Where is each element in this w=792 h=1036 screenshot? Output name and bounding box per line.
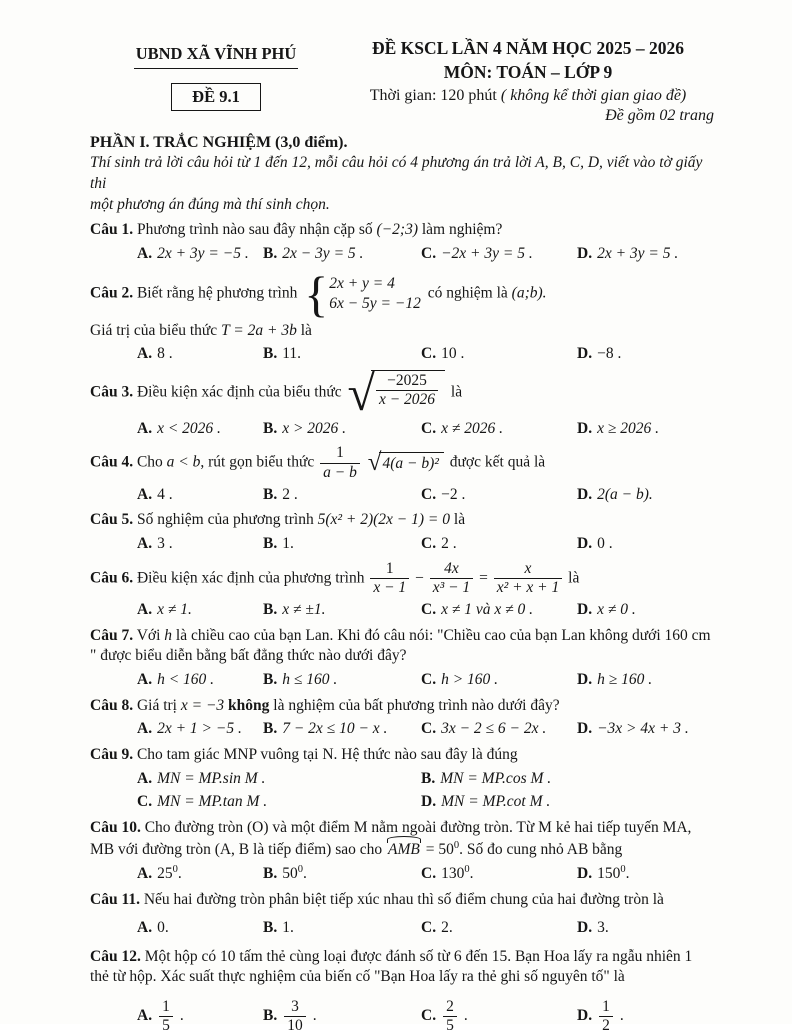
option-a: A. x ≠ 1.	[137, 601, 192, 619]
question-1	[90, 220, 714, 241]
radicand	[371, 370, 445, 410]
question-2	[90, 265, 714, 322]
question-2-pair: (a;b).	[511, 284, 547, 302]
fraction-2: $\frac{4x}{\text{x³ − 1}}$	[430, 561, 474, 597]
system-equations: 2x + y = 4 6x − 5y = −12	[329, 275, 421, 312]
question-10-options	[90, 864, 714, 885]
radicand: 4(a − b)²	[379, 452, 443, 475]
option-a: A. h < 160 .	[137, 671, 215, 689]
question-6: Câu 6. Điều kiện xác định của phương trình $\frac{1}{x - 1}$ − $\frac{4x}{\text{x³ − 1}}$ = $\frac{x}{\text{x² + x + 1}}$ là	[90, 559, 580, 596]
fraction: $\frac{1}{2}$	[599, 999, 613, 1035]
option-b: B. MN = MP.cos M .	[421, 769, 552, 787]
option-b: B. x ≠ ±1.	[263, 601, 326, 619]
question-3-tail: là	[450, 383, 463, 401]
question-4-tail: được kết quả là	[449, 453, 546, 471]
question-5-label: Câu 5.	[90, 511, 134, 529]
question-1-text: Phương trình nào sau đây nhận cặp số	[136, 221, 373, 239]
question-8-expression: x = −3	[180, 696, 225, 714]
sqrt-expression	[347, 364, 446, 421]
fraction: $\frac{2}{5}$	[443, 999, 457, 1035]
question-3-options	[90, 419, 714, 440]
option-d: D. $150^0$.	[577, 863, 630, 882]
question-11-options	[90, 918, 714, 939]
question-9-label: Câu 9.	[90, 745, 134, 763]
pages-note: Đề gồm 02 trang	[605, 107, 714, 124]
option-a: A. 4 .	[137, 485, 173, 503]
exam-time	[342, 87, 714, 105]
question-9: Câu 9. Cho tam giác MNP vuông tại N. Hệ thức nào sau đây là đúng	[90, 745, 518, 763]
question-11: Câu 11. Nếu hai đường tròn phân biệt tiếp xúc nhau thì số điểm chung của hai đường tròn là	[90, 890, 664, 908]
question-2-tail: có nghiệm là	[427, 284, 508, 302]
question-5: Câu 5. Số nghiệm của phương trình 5(x² + 2)(2x − 1) = 0 là	[90, 511, 466, 529]
question-4-condition: a < b	[166, 453, 201, 471]
fraction: $\frac{-2025}{x - 2026}$	[376, 373, 438, 409]
system-brace: {	[304, 265, 329, 322]
question-1-text-after: làm nghiệm?	[421, 221, 503, 239]
exam-header	[90, 38, 714, 125]
option-c: C. 10 .	[421, 345, 465, 363]
question-9-options-row1	[90, 769, 714, 790]
exam-title: ĐỀ KSCL LẦN 4 NĂM HỌC 2025 – 2026	[371, 38, 685, 58]
option-a: A. $25^0$.	[137, 863, 182, 882]
option-b: B. 1.	[263, 535, 294, 553]
option-c: C. 2.	[421, 919, 453, 937]
question-1-label: Câu 1.	[90, 221, 134, 239]
equals-operator: =	[479, 569, 488, 587]
option-a: A. $\frac{1}{5}$ .	[137, 997, 184, 1035]
question-2-line2: Giá trị của biểu thức T = 2a + 3b là	[90, 321, 312, 339]
question-8-label: Câu 8.	[90, 696, 134, 714]
question-4-label: Câu 4.	[90, 453, 134, 471]
question-9-options-row2	[90, 792, 714, 813]
exam-code-box: ĐỀ 9.1	[171, 83, 261, 111]
question-7-label: Câu 7.	[90, 626, 134, 644]
question-3-lead: Điều kiện xác định của biểu thức	[136, 383, 342, 401]
minus-operator: −	[415, 569, 424, 587]
option-c: C. $130^0$.	[421, 863, 474, 882]
radical-symbol: √	[367, 448, 382, 476]
option-a: A. x < 2026 .	[137, 419, 221, 437]
arc-angle-AMB: AMB	[386, 838, 422, 861]
option-d: D. h ≥ 160 .	[577, 671, 653, 689]
option-a: A. 3 .	[137, 535, 173, 553]
part1-heading: PHẦN I. TRẮC NGHIỆM (3,0 điểm).	[90, 134, 348, 151]
radical-symbol: √	[347, 364, 375, 421]
option-b: B. h ≤ 160 .	[263, 671, 338, 689]
fraction: $\frac{1}{5}$	[159, 999, 173, 1035]
option-c: C. MN = MP.tan M .	[137, 793, 268, 811]
option-d: D. x ≥ 2026 .	[577, 419, 659, 437]
time-note: ( không kể thời gian giao đề)	[500, 87, 687, 104]
question-11-label: Câu 11.	[90, 890, 140, 908]
question-8-options	[90, 719, 714, 740]
option-b: B. 1.	[263, 919, 294, 937]
question-2-options	[90, 344, 714, 365]
option-c: C. x ≠ 1 và x ≠ 0 .	[421, 601, 533, 619]
question-5-options	[90, 534, 714, 555]
question-6-options	[90, 600, 714, 621]
question-10: Câu 10. Cho đường tròn (O) và một điểm M nằm ngoài đường tròn. Từ M kẻ hai tiếp tuyến MA, MB với đường tròn (A, B là tiếp điểm) sao cho AMB = $50^0$. Số đo cung nhỏ AB bằng	[90, 818, 714, 861]
question-6-label: Câu 6.	[90, 569, 134, 587]
option-d: D. MN = MP.cot M .	[421, 793, 551, 811]
option-c: C. x ≠ 2026 .	[421, 419, 503, 437]
question-12-label: Câu 12.	[90, 947, 141, 965]
question-7-variable: h	[164, 626, 173, 644]
fraction-3: $\frac{x}{\text{x² + x + 1}}$	[494, 561, 563, 597]
question-7-options	[90, 670, 714, 691]
question-2-expression: T = 2a + 3b	[221, 321, 297, 339]
option-a: A. 0.	[137, 919, 169, 937]
equation-system	[304, 265, 421, 322]
option-c: C. $\frac{2}{5}$ .	[421, 997, 468, 1035]
option-c: C. −2 .	[421, 485, 466, 503]
question-8: Câu 8. Giá trị x = −3 không là nghiệm của bất phương trình nào dưới đây?	[90, 696, 560, 714]
option-d: D. 0 .	[577, 535, 613, 553]
sqrt-expression	[367, 448, 444, 476]
option-a: A. 8 .	[137, 345, 173, 363]
option-d: D. 2x + 3y = 5 .	[577, 244, 679, 262]
header-right-block	[342, 38, 714, 125]
option-a: A. MN = MP.sin M .	[137, 769, 266, 787]
question-1-options	[90, 244, 714, 265]
question-10-label: Câu 10.	[90, 818, 141, 836]
question-4-options	[90, 485, 714, 506]
option-d: D. $\frac{1}{2}$ .	[577, 997, 624, 1035]
issuing-org: UBND XÃ VĨNH PHÚ	[134, 44, 299, 69]
question-5-equation: 5(x² + 2)(2x − 1) = 0	[317, 511, 451, 529]
option-c: C. 3x − 2 ≤ 6 − 2x .	[421, 720, 547, 738]
option-d: D. 3.	[577, 919, 609, 937]
option-c: C. h > 160 .	[421, 671, 499, 689]
question-2-label: Câu 2.	[90, 284, 134, 302]
option-b: B. 11.	[263, 345, 302, 363]
instructions-line1: Thí sinh trả lời câu hỏi từ 1 đến 12, mỗi câu hỏi có 4 phương án trả lời A, B, C, D, viết vào tờ giấy thi	[90, 154, 703, 192]
question-1-pair: (−2;3)	[376, 221, 418, 239]
fraction: $\frac{3}{10}$	[284, 999, 306, 1035]
question-3-label: Câu 3.	[90, 383, 134, 401]
time-label: Thời gian: 120 phút	[369, 87, 497, 104]
question-12: Câu 12. Một hộp có 10 tấm thẻ cùng loại được đánh số từ 6 đến 15. Bạn Hoa lấy ra ngẫu nhiên 1 thẻ từ hộp. Xác suất thực nghiệm của biến cố "Bạn Hoa lấy ra thẻ ghi số nguyên tố" là	[90, 947, 693, 986]
option-c: C. 2 .	[421, 535, 457, 553]
question-3	[90, 364, 714, 421]
option-b: B. $\frac{3}{10}$ .	[263, 997, 317, 1035]
option-b: B. $50^0$.	[263, 863, 307, 882]
option-d: D. 2(a − b).	[577, 485, 653, 503]
question-2-lead: Biết rằng hệ phương trình	[136, 284, 298, 302]
option-a: A. 2x + 1 > −5 .	[137, 720, 242, 738]
option-d: D. x ≠ 0 .	[577, 601, 636, 619]
option-b: B. 2 .	[263, 485, 298, 503]
exam-subject: MÔN: TOÁN – LỚP 9	[443, 62, 613, 82]
question-4: Câu 4. Cho a < b, rút gọn biểu thức $\frac{1}{a - b}$ √ 4(a − b)² được kết quả là	[90, 444, 546, 481]
instructions-line2: một phương án đúng mà thí sinh chọn.	[90, 195, 330, 213]
question-12-options	[90, 998, 714, 1036]
part1-instructions	[90, 153, 714, 215]
fraction: $\frac{1}{a - b}$	[320, 445, 360, 481]
option-b: B. x > 2026 .	[263, 419, 347, 437]
fraction-1: $\frac{1}{x - 1}$	[370, 561, 409, 597]
option-d: D. −8 .	[577, 345, 622, 363]
option-a: A. 2x + 3y = −5 .	[137, 244, 249, 262]
question-8-emphasis: không	[228, 696, 270, 714]
option-b: B. 2x − 3y = 5 .	[263, 244, 364, 262]
question-7: Câu 7. Với h là chiều cao của bạn Lan. Khi đó câu nói: "Chiều cao của bạn Lan không dưới 160 cm " được biểu diễn bằng bất đẳng thức nào dưới đây?	[90, 626, 711, 665]
option-b: B. 7 − 2x ≤ 10 − x .	[263, 720, 388, 738]
header-left-block	[90, 38, 342, 125]
option-d: D. −3x > 4x + 3 .	[577, 720, 689, 738]
option-c: C. −2x + 3y = 5 .	[421, 244, 533, 262]
